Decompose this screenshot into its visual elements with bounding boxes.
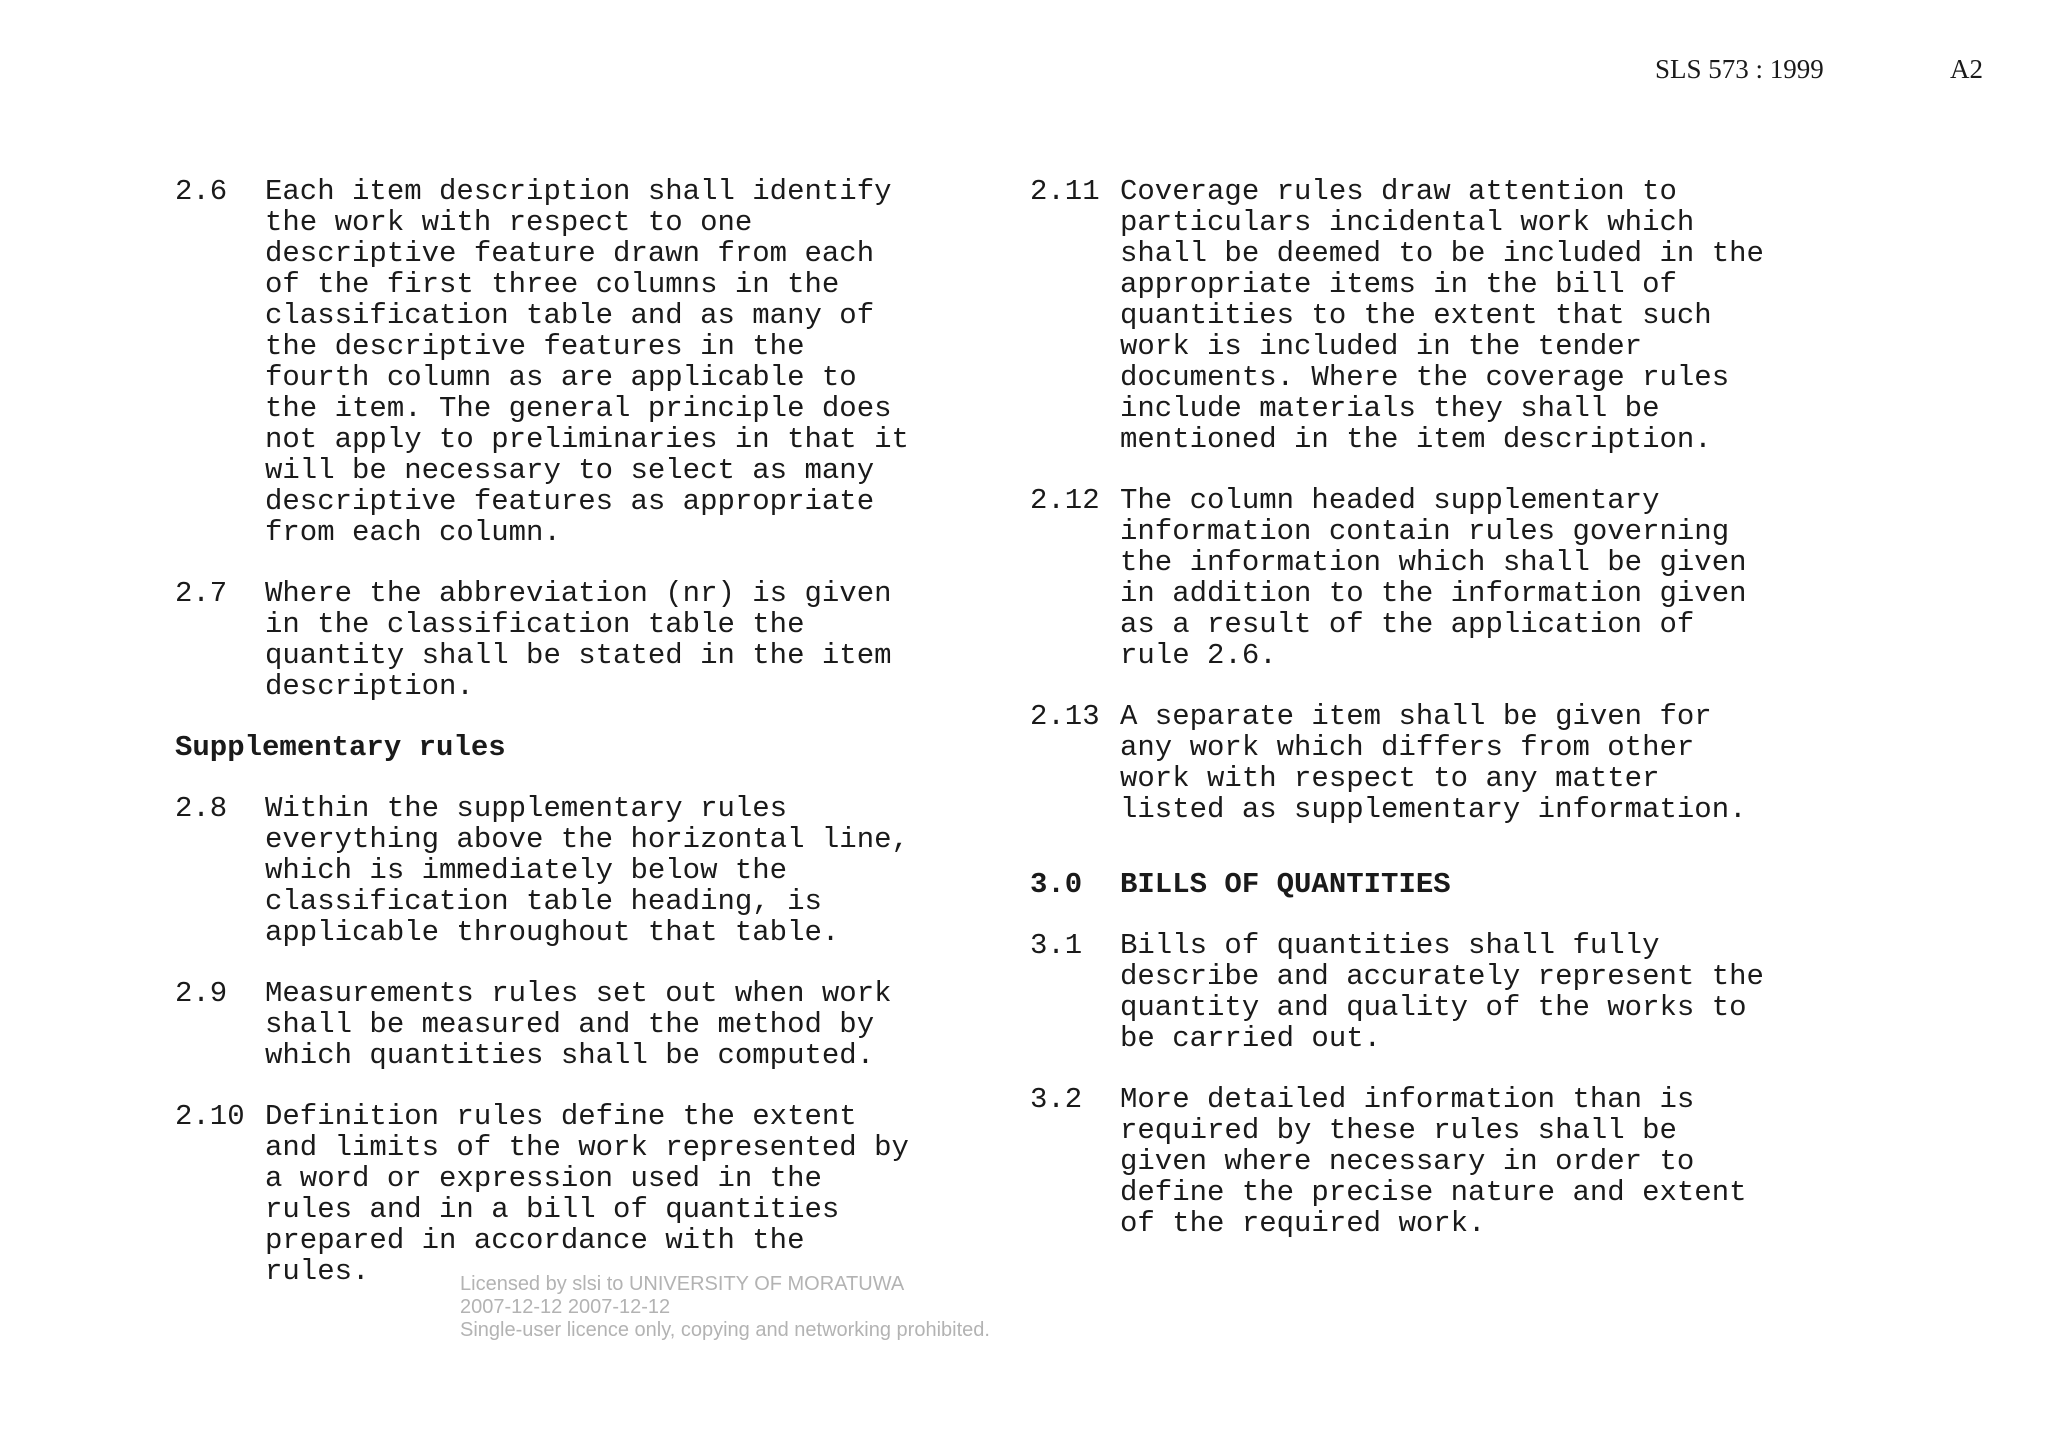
clause-2-10	[175, 1101, 955, 1287]
page-header	[0, 54, 2048, 94]
clause-number: 2.9	[175, 977, 228, 1010]
clause-number: 2.12	[1030, 484, 1100, 517]
clause-2-6	[175, 176, 955, 548]
clause-2-13	[1030, 701, 1830, 825]
section-number: 3.0	[1030, 868, 1083, 901]
watermark-dates: 2007-12-12 2007-12-12	[460, 1296, 671, 1318]
watermark-restriction: Single-user licence only, copying and networking prohibited.	[460, 1319, 990, 1341]
standard-number: SLS 573 : 1999	[1655, 54, 1824, 84]
clause-2-11	[1030, 176, 1830, 455]
clause-2-9	[175, 978, 955, 1071]
section-title: BILLS OF QUANTITIES	[1120, 868, 1451, 901]
clause-3-2	[1030, 1084, 1830, 1239]
right-column	[1030, 176, 1830, 1269]
clause-text: The column headed supplementary information contain rules governing the information which shall be given in addition to the information given as a result of the application of rule 2.6.	[1120, 484, 1747, 672]
section-3-heading	[1030, 869, 1830, 900]
clause-text: More detailed information than is required by these rules shall be given where necessary in order to define the precise nature and extent of the required work.	[1120, 1083, 1747, 1240]
clause-text: Definition rules define the extent and limits of the work represented by a word or expression used in the rules and in a bill of quantities prepared in accordance with the rules.	[265, 1100, 909, 1288]
licence-watermark	[460, 1273, 990, 1342]
clause-number: 3.1	[1030, 929, 1083, 962]
clause-number: 2.7	[175, 577, 228, 610]
clause-2-7	[175, 578, 955, 702]
left-column	[175, 176, 955, 1317]
clause-text: Coverage rules draw attention to particulars incidental work which shall be deemed to be included in the appropriate items in the bill of quantities to the extent that such work is included in the tender documents. Where the coverage rules include materials they shall be mentioned in the item description.	[1120, 175, 1764, 456]
clause-text: Measurements rules set out when work shall be measured and the method by which quantities shall be computed.	[265, 977, 892, 1072]
clause-text: Within the supplementary rules everything above the horizontal line, which is immediately below the classification table heading, is applicable throughout that table.	[265, 792, 909, 949]
clause-text: A separate item shall be given for any work which differs from other work with respect to any matter listed as supplementary information.	[1120, 700, 1747, 826]
supplementary-rules-heading: Supplementary rules	[175, 731, 506, 764]
clause-text: Where the abbreviation (nr) is given in the classification table the quantity shall be stated in the item description.	[265, 577, 892, 703]
clause-number: 2.6	[175, 175, 228, 208]
clause-2-8	[175, 793, 955, 948]
clause-3-1	[1030, 930, 1830, 1054]
clause-text: Each item description shall identify the work with respect to one descriptive feature drawn from each of the first three columns in the classification table and as many of the descriptive features in the fourth column as are applicable to the item. The general principle does not apply to preliminaries in that it will be necessary to select as many descriptive features as appropriate from each column.	[265, 175, 909, 549]
clause-number: 2.8	[175, 792, 228, 825]
clause-text: Bills of quantities shall fully describe and accurately represent the quantity and quality of the works to be carried out.	[1120, 929, 1764, 1055]
clause-number: 2.11	[1030, 175, 1100, 208]
clause-number: 3.2	[1030, 1083, 1083, 1116]
clause-2-12	[1030, 485, 1830, 671]
page-number: A2	[1950, 54, 1983, 84]
clause-number: 2.13	[1030, 700, 1100, 733]
watermark-licensee: Licensed by slsi to UNIVERSITY OF MORATUWA	[460, 1273, 905, 1295]
clause-number: 2.10	[175, 1100, 245, 1133]
